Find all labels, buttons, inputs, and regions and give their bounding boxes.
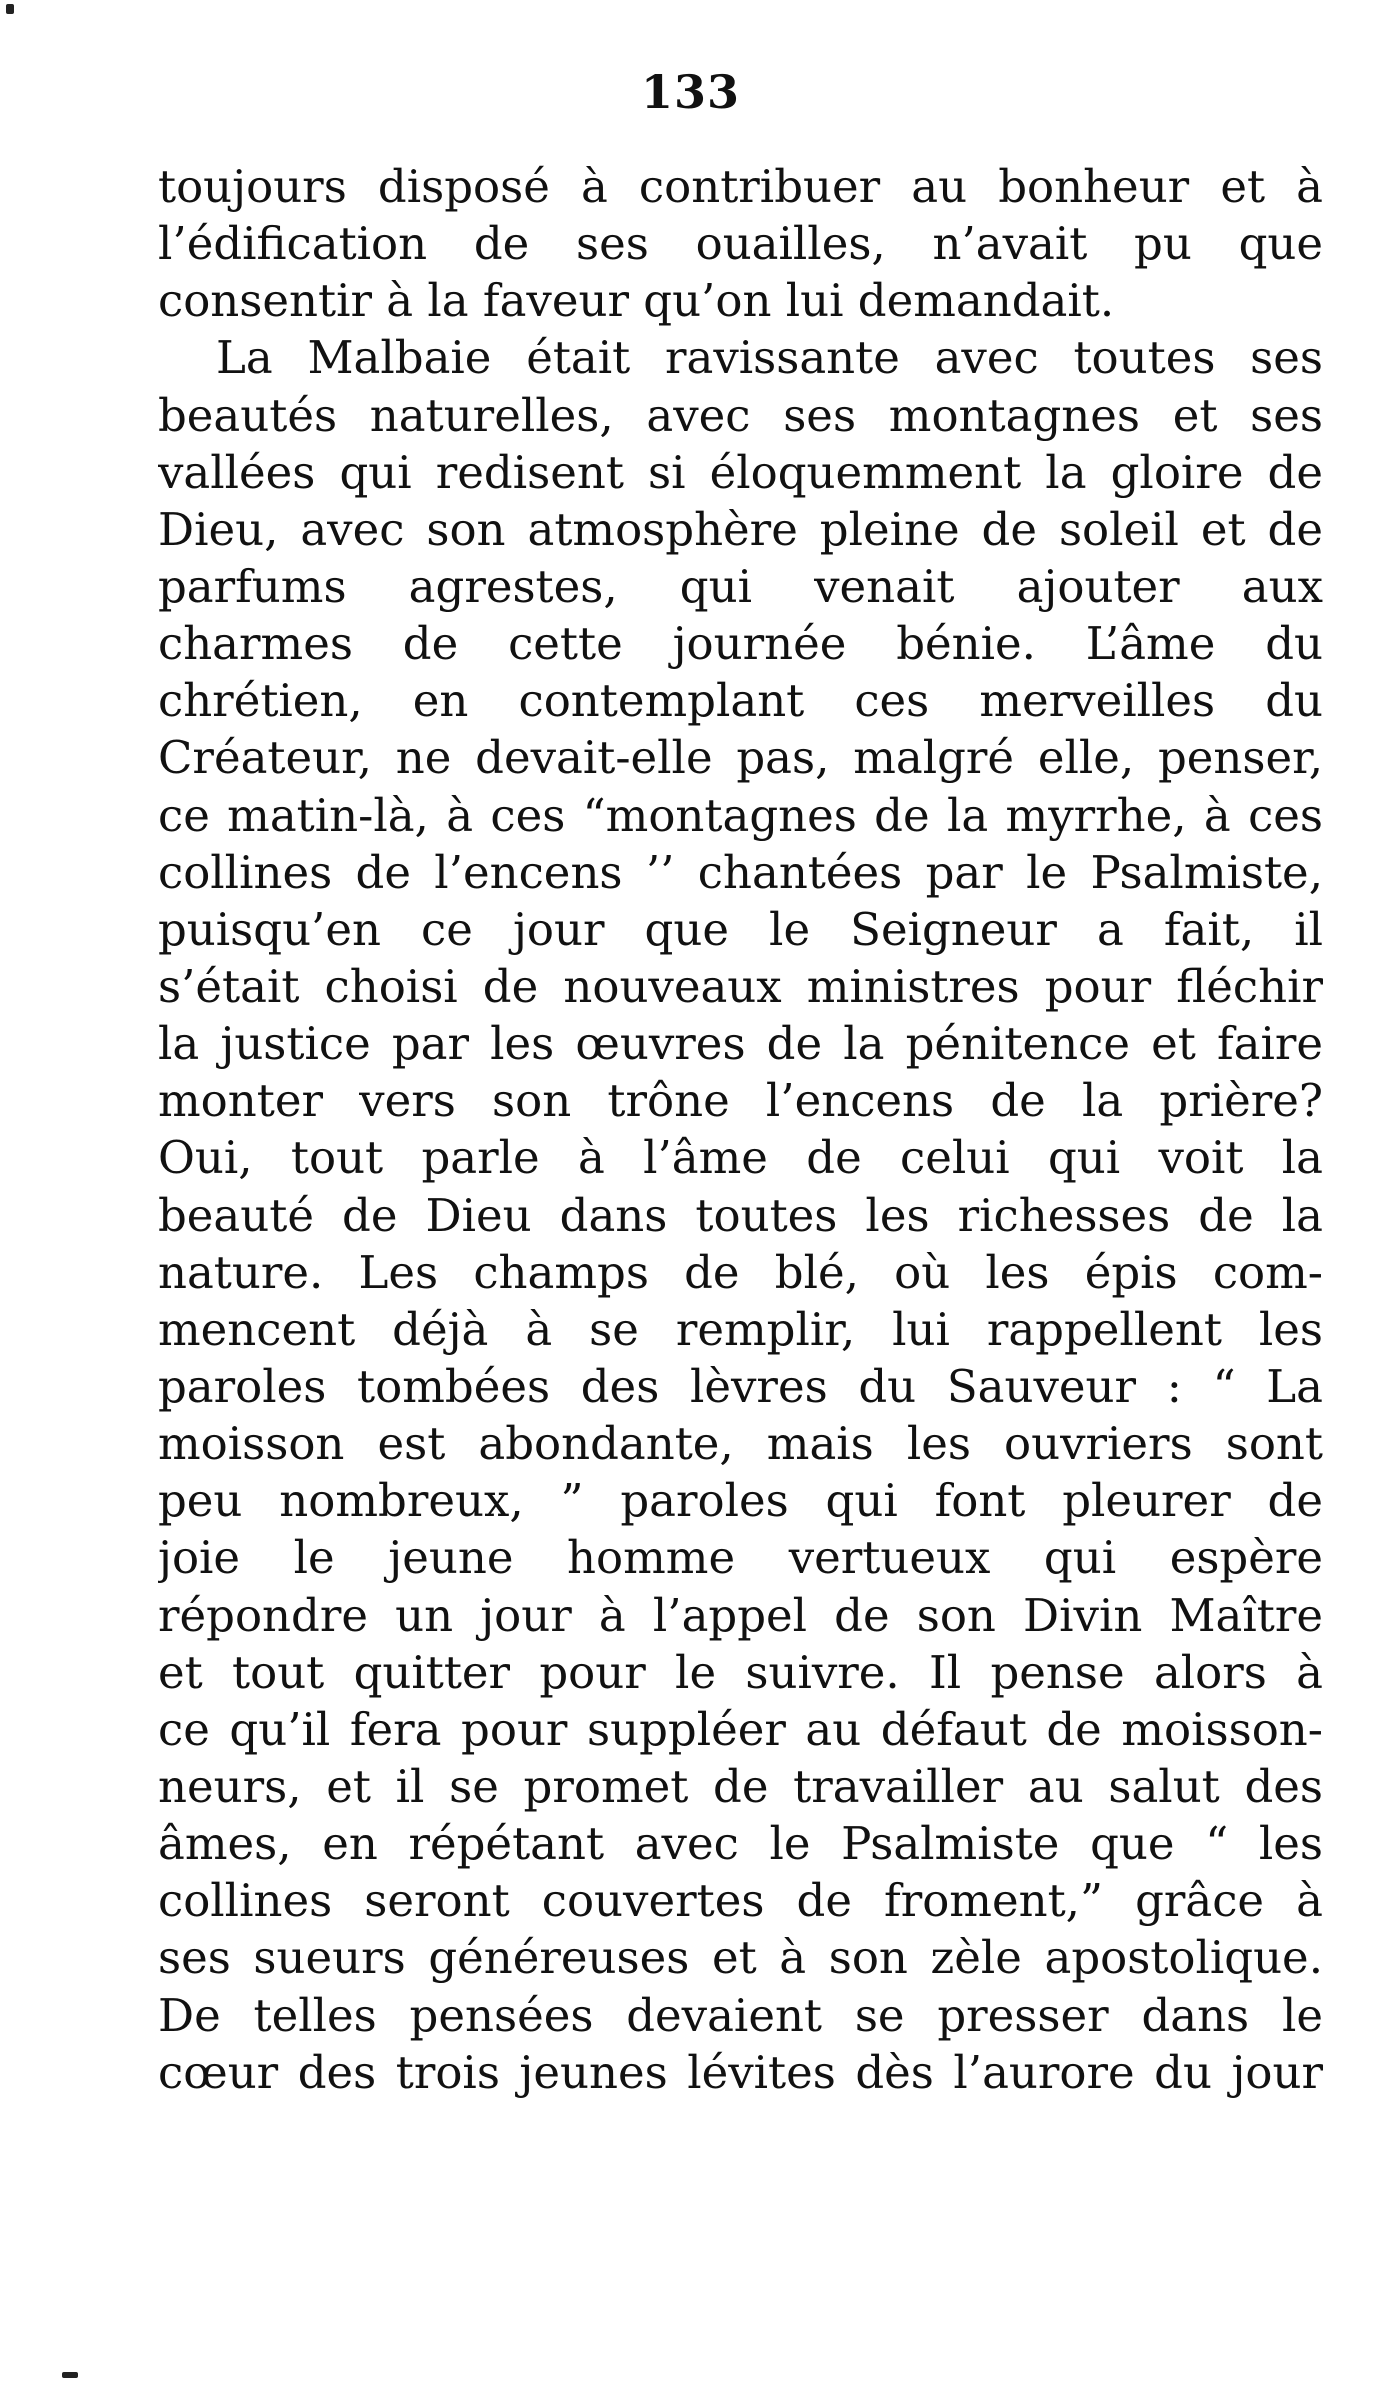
text-line: ses sueurs généreuses et à son zèle apostolique. bbox=[158, 1931, 1323, 1985]
text-line: mencent déjà à se remplir, lui rappellent les bbox=[158, 1302, 1323, 1356]
text-line: s’était choisi de nouveaux ministres pour fléchir bbox=[158, 959, 1323, 1013]
text-line: répondre un jour à l’appel de son Divin Maître bbox=[158, 1588, 1323, 1642]
text-line: collines seront couvertes de froment,” grâce à bbox=[158, 1874, 1323, 1928]
text-line: paroles tombées des lèvres du Sauveur : “ La bbox=[158, 1359, 1323, 1413]
text-line: consentir à la faveur qu’on lui demandait. bbox=[158, 274, 1115, 328]
text-line: vallées qui redisent si éloquemment la gloire de bbox=[158, 445, 1323, 499]
text-line: Oui, tout parle à l’âme de celui qui voit la bbox=[158, 1131, 1323, 1185]
text-line: collines de l’encens ’’ chantées par le Psalmiste, bbox=[158, 845, 1323, 899]
text-line: joie le jeune homme vertueux qui espère bbox=[158, 1531, 1323, 1585]
text-line: la justice par les œuvres de la pénitence et faire bbox=[158, 1017, 1323, 1071]
scan-speck-top-left bbox=[6, 4, 14, 14]
scan-speck-bottom-left bbox=[62, 2372, 78, 2378]
text-line: beautés naturelles, avec ses montagnes et ses bbox=[158, 388, 1323, 442]
text-line: La Malbaie était ravissante avec toutes ses bbox=[216, 331, 1323, 385]
text-line: Dieu, avec son atmosphère pleine de soleil et de bbox=[158, 502, 1323, 556]
text-line: De telles pensées devaient se presser dans le bbox=[158, 1988, 1323, 2042]
text-line: nature. Les champs de blé, où les épis com- bbox=[158, 1245, 1323, 1299]
text-line: parfums agrestes, qui venait ajouter aux bbox=[158, 559, 1323, 613]
text-line: moisson est abondante, mais les ouvriers sont bbox=[158, 1417, 1323, 1471]
text-line: charmes de cette journée bénie. L’âme du bbox=[158, 617, 1323, 671]
text-line: l’édification de ses ouailles, n’avait pu que bbox=[158, 217, 1323, 271]
text-line: ce qu’il fera pour suppléer au défaut de moisson- bbox=[158, 1702, 1323, 1756]
text-line: beauté de Dieu dans toutes les richesses de la bbox=[158, 1188, 1323, 1242]
body-text bbox=[158, 158, 1323, 2101]
text-line: neurs, et il se promet de travailler au salut des bbox=[158, 1759, 1323, 1813]
text-line: et tout quitter pour le suivre. Il pense alors à bbox=[158, 1645, 1323, 1699]
page-number: 133 bbox=[640, 65, 741, 119]
text-line: âmes, en répétant avec le Psalmiste que “ les bbox=[158, 1817, 1323, 1871]
text-line: monter vers son trône l’encens de la prière? bbox=[158, 1074, 1323, 1128]
text-line: chrétien, en contemplant ces merveilles du bbox=[158, 674, 1323, 728]
text-line: ce matin-là, à ces “montagnes de la myrrhe, à ces bbox=[158, 788, 1323, 842]
text-line: cœur des trois jeunes lévites dès l’aurore du jour bbox=[158, 2045, 1323, 2099]
text-line: puisqu’en ce jour que le Seigneur a fait, il bbox=[158, 902, 1323, 956]
text-line: Créateur, ne devait-elle pas, malgré elle, penser, bbox=[158, 731, 1323, 785]
text-line: peu nombreux, ” paroles qui font pleurer de bbox=[158, 1474, 1323, 1528]
text-line: toujours disposé à contribuer au bonheur et à bbox=[158, 160, 1323, 213]
